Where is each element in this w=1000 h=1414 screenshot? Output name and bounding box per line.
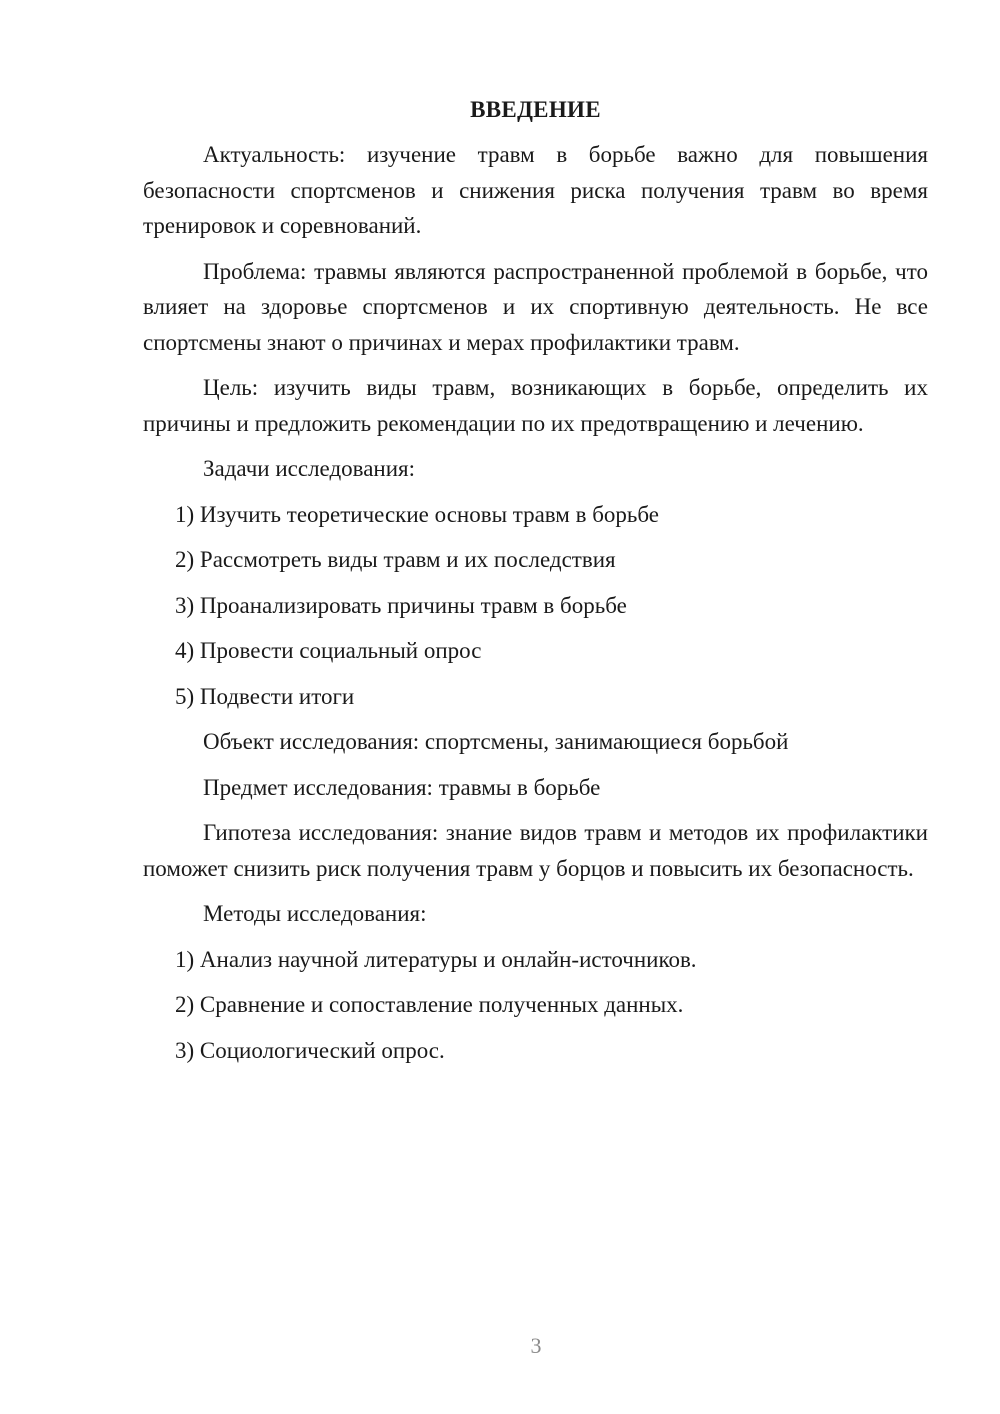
relevance-paragraph: Актуальность: изучение травм в борьбе важно для повышения безопасности спортсменов и снижения риска получения травм во время тренировок и соревнований. [143, 142, 928, 238]
task-item: 2) Рассмотреть виды травм и их последствия [175, 547, 616, 572]
task-item: 3) Проанализировать причины травм в борьбе [175, 592, 627, 618]
task-item: 5) Подвести итоги [175, 683, 355, 709]
tasks-heading: Задачи исследования: [203, 456, 416, 481]
methods-list [143, 942, 928, 1069]
method-item: 3) Социологический опрос. [175, 1037, 445, 1063]
object-paragraph: Объект исследования: спортсмены, занимающиеся борьбой [203, 729, 789, 754]
hypothesis-paragraph: Гипотеза исследования: знание видов травм и методов их профилактики поможет снизить риск получения травм у борцов и повысить их безопасность. [143, 820, 928, 881]
method-item: 2) Сравнение и сопоставление полученных данных. [175, 992, 684, 1017]
subject-paragraph: Предмет исследования: травмы в борьбе [203, 774, 601, 800]
problem-paragraph: Проблема: травмы являются распространенной проблемой в борьбе, что влияет на здоровье спортсменов и их спортивную деятельность. Не все спортсмены знают о причинах и мерах профилактики травм. [143, 258, 928, 355]
section-title: ВВЕДЕНИЕ [470, 97, 601, 122]
task-item: 4) Провести социальный опрос [175, 638, 482, 663]
goal-paragraph: Цель: изучить виды травм, возникающих в борьбе, определить их причины и предложить рекомендации по их предотвращению и лечению. [143, 375, 928, 436]
tasks-list [143, 497, 928, 715]
methods-heading: Методы исследования: [203, 901, 427, 926]
document-page [143, 92, 928, 1078]
method-item: 1) Анализ научной литературы и онлайн-источников. [175, 946, 697, 972]
page-number: 3 [530, 1333, 542, 1358]
task-item: 1) Изучить теоретические основы травм в борьбе [175, 501, 659, 527]
